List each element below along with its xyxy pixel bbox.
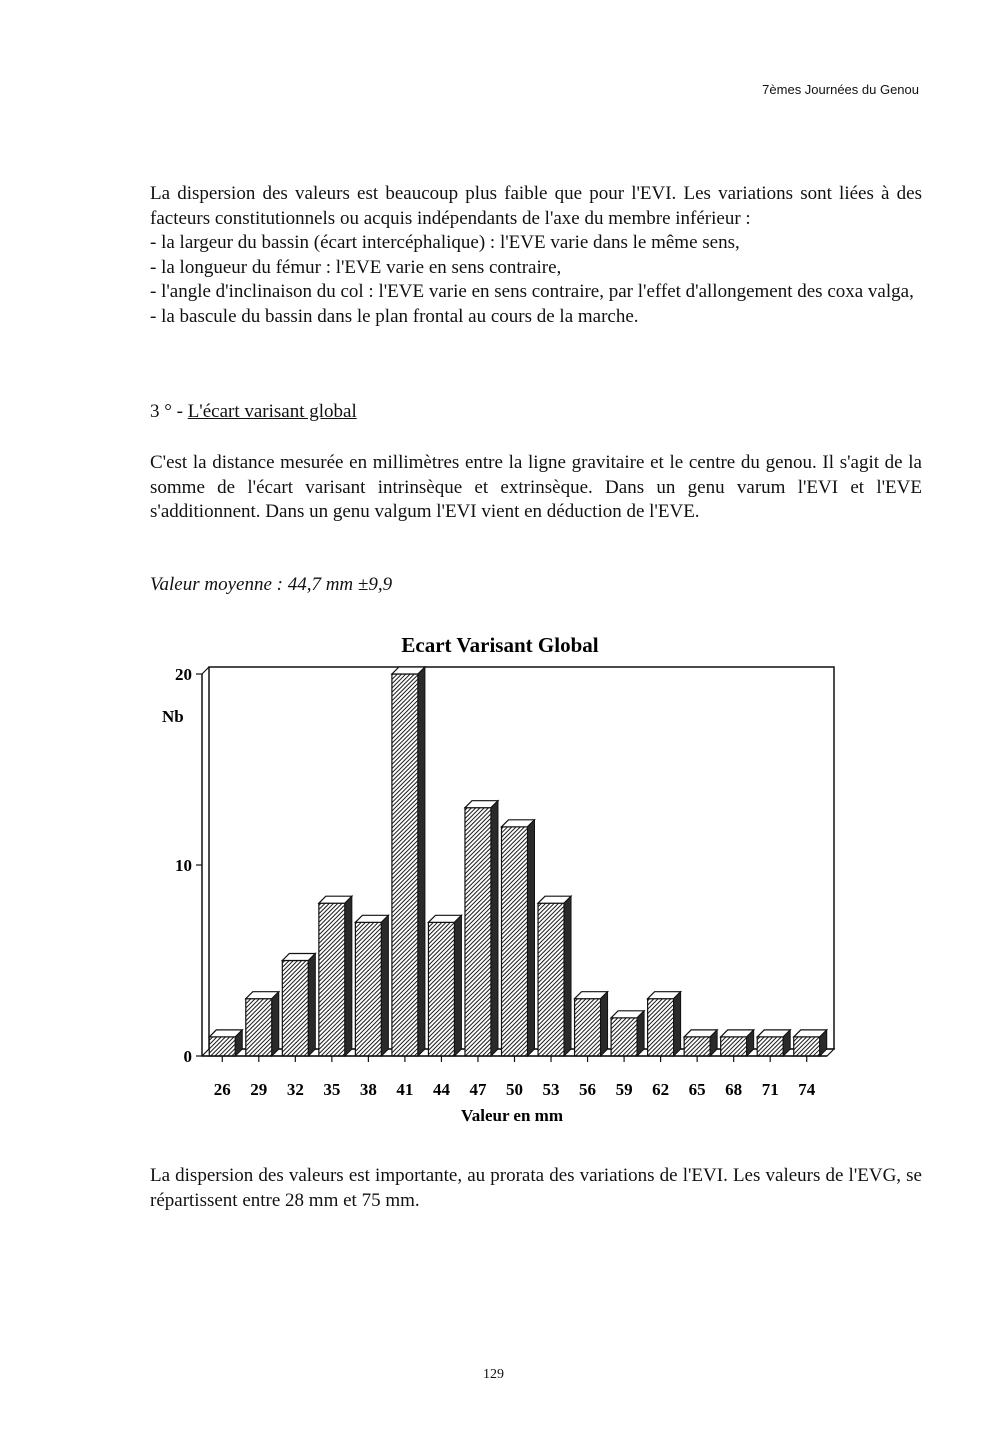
x-tick-label: 65 — [688, 1080, 706, 1099]
bar — [575, 999, 601, 1056]
bar-side — [381, 915, 388, 1056]
chart-svg — [150, 628, 850, 1133]
y-tick-label: 0 — [183, 1047, 192, 1066]
page-number: 129 — [483, 1367, 504, 1382]
bar — [319, 903, 345, 1056]
bar-side — [674, 992, 681, 1056]
bar — [428, 922, 454, 1056]
chart-title: Ecart Varisant Global — [401, 633, 599, 657]
list-item: - l'angle d'inclinaison du col : l'EVE varie en sens contraire, par l'effet d'allongement des coxa valga, — [150, 281, 914, 302]
paragraph-line: La dispersion des valeurs est beaucoup plus faible que pour l'EVI. Les variations sont liées à des facteurs constitutionnels ou acquis indépendants de l'axe du membre inférieur : — [150, 183, 922, 229]
paragraph-evg-definition: C'est la distance mesurée en millimètres entre la ligne gravitaire et le centre du genou. Il s'agit de la somme de l'écart varisant intrinsèque et extrinsèque. Dans un genu varum l'EVI et l'EVE s'additionnent. Dans un genu valgum l'EVI vient en déduction de l'EVE. — [150, 452, 922, 522]
y-axis-label: Nb — [162, 707, 184, 726]
bar — [282, 961, 308, 1057]
section-number: 3 ° - — [150, 401, 188, 422]
bar — [209, 1037, 235, 1056]
bar — [465, 808, 491, 1056]
x-tick-label: 68 — [725, 1080, 743, 1099]
bar-side — [308, 954, 315, 1057]
x-tick-label: 59 — [615, 1080, 633, 1099]
bar-side — [637, 1011, 644, 1056]
y-tick-label: 20 — [175, 665, 192, 684]
x-axis-label: Valeur en mm — [461, 1106, 563, 1125]
bar — [246, 999, 272, 1056]
x-tick-label: 74 — [798, 1080, 816, 1099]
list-item: - la bascule du bassin dans le plan frontal au cours de la marche. — [150, 305, 639, 327]
x-tick-label: 44 — [432, 1080, 450, 1099]
bar-side — [418, 667, 425, 1056]
bar — [502, 827, 528, 1056]
x-tick-label: 50 — [506, 1080, 523, 1099]
bar — [721, 1037, 747, 1056]
bar — [392, 674, 418, 1056]
bar-side — [564, 896, 571, 1056]
y-tick-label: 10 — [175, 856, 192, 875]
bar-side — [601, 992, 608, 1056]
x-tick-label: 56 — [579, 1080, 597, 1099]
section-title: L'écart varisant global — [187, 401, 357, 422]
list-item: - la largeur du bassin (écart intercéphalique) : l'EVE varie dans le même sens, — [150, 232, 740, 253]
x-tick-label: 29 — [250, 1080, 268, 1099]
y-axis-top-edge — [202, 667, 209, 674]
bar — [611, 1018, 637, 1056]
bar — [757, 1037, 783, 1056]
x-tick-label: 71 — [761, 1080, 779, 1099]
bar — [538, 903, 564, 1056]
bar — [648, 999, 674, 1056]
paragraph-evg-dispersion: La dispersion des valeurs est importante, au prorata des variations de l'EVI. Les valeurs de l'EVG, se répartissent entre 28 mm et 75 mm. — [150, 1165, 922, 1211]
bar-side — [528, 820, 535, 1056]
x-tick-label: 35 — [323, 1080, 341, 1099]
x-tick-label: 26 — [213, 1080, 231, 1099]
bar — [684, 1037, 710, 1056]
bar — [355, 922, 381, 1056]
x-tick-label: 53 — [542, 1080, 560, 1099]
bar — [794, 1037, 820, 1056]
bar-side — [272, 992, 279, 1056]
bar-side — [454, 915, 461, 1056]
bar-side — [491, 801, 498, 1056]
mean-value: Valeur moyenne : 44,7 mm ±9,9 — [150, 574, 393, 595]
section-heading — [150, 401, 357, 423]
x-tick-label: 41 — [396, 1080, 414, 1099]
list-item: - la longueur du fémur : l'EVE varie en sens contraire, — [150, 256, 562, 278]
bar-side — [345, 896, 352, 1056]
x-tick-label: 47 — [469, 1080, 487, 1099]
running-header: 7èmes Journées du Genou — [762, 82, 919, 97]
paragraph-eve-dispersion — [150, 182, 922, 329]
x-tick-label: 62 — [652, 1080, 670, 1099]
bar-chart — [150, 628, 850, 1133]
x-tick-label: 38 — [359, 1080, 377, 1099]
x-tick-label: 32 — [286, 1080, 304, 1099]
